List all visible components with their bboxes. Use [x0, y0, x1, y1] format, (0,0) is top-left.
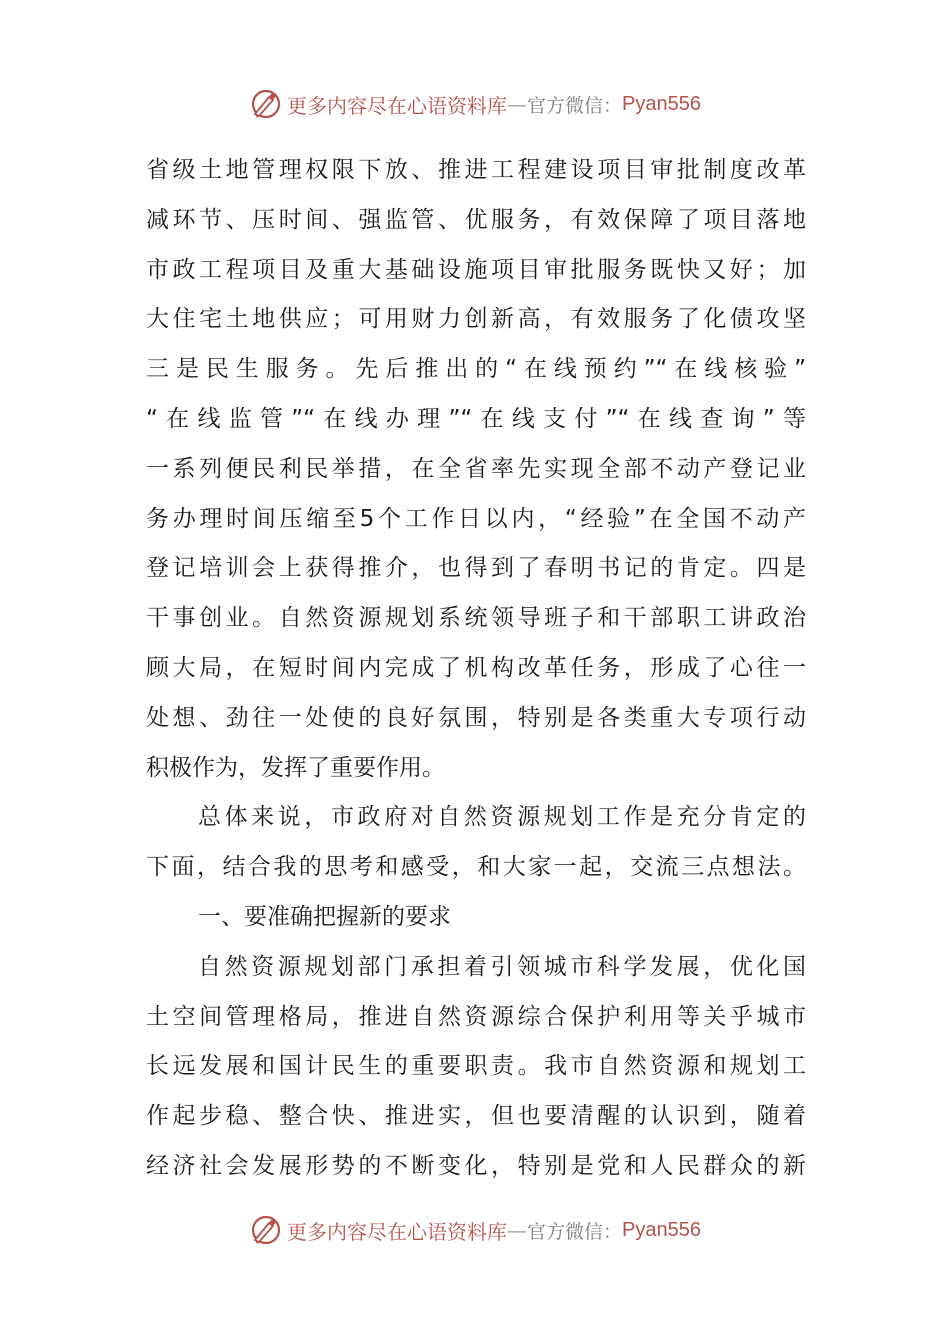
document-body [146, 146, 806, 1192]
text-line: 三是民生服务。先后推出的“在线预约”“在线核验” [146, 356, 806, 383]
watermark-brand: 更多内容尽在心语资料库 [287, 93, 507, 118]
text-line: 省级土地管理权限下放、推进工程建设项目审批制度改革 [146, 157, 806, 183]
text-line: 顾大局，在短时间内完成了机构改革任务，形成了心往一 [146, 654, 806, 681]
watermark-separator: — [507, 1218, 527, 1242]
text-line: 登记培训会上获得推介，也得到了春明书记的肯定。四是 [146, 555, 806, 582]
text-line: 一、要准确把握新的要求 [198, 903, 451, 930]
watermark-wechat-id: Pyan556 [622, 1218, 701, 1241]
text-line: 干事创业。自然资源规划系统领导班子和干部职工讲政治 [146, 605, 806, 632]
text-line: 务办理时间压缩至5个工作日以内，“经验”在全国不动产 [146, 505, 806, 532]
text-line: 土空间管理格局，推进自然资源综合保护利用等关乎城市 [146, 1003, 806, 1030]
header-watermark [0, 84, 950, 124]
text-line: 市政工程项目及重大基础设施项目审批服务既快又好；加 [146, 256, 806, 283]
text-line: 总体来说，市政府对自然资源规划工作是充分肯定的 [198, 804, 806, 831]
text-line: 一系列便民利民举措，在全省率先实现全部不动产登记业 [146, 455, 806, 482]
pen-logo-icon [249, 87, 283, 121]
text-line: 经济社会发展形势的不断变化，特别是党和人民群众的新 [146, 1152, 806, 1179]
text-line: 处想、劲往一处使的良好氛围，特别是各类重大专项行动 [146, 704, 806, 731]
footer-watermark [0, 1210, 950, 1250]
text-line: 积极作为，发挥了重要作用。 [146, 754, 445, 781]
text-line: 自然资源规划部门承担着引领城市科学发展，优化国 [198, 953, 806, 980]
watermark-official-label: 官方微信： [527, 1220, 623, 1243]
pen-logo-icon [249, 1213, 283, 1247]
text-line: 作起步稳、整合快、推进实，但也要清醒的认识到，随着 [146, 1103, 806, 1130]
text-line: 大住宅土地供应；可用财力创新高，有效服务了化债攻坚 [146, 306, 806, 333]
watermark-separator: — [507, 92, 527, 116]
text-line: “在线监管”“在线办理”“在线支付”“在线查询”等 [146, 405, 806, 432]
watermark-wechat-id: Pyan556 [622, 92, 701, 115]
watermark-official-label: 官方微信： [527, 94, 623, 117]
text-line: 下面，结合我的思考和感受，和大家一起，交流三点想法。 [146, 854, 806, 881]
text-line: 长远发展和国计民生的重要职责。我市自然资源和规划工 [146, 1053, 806, 1080]
watermark-brand: 更多内容尽在心语资料库 [287, 1219, 507, 1244]
text-line: 减环节、压时间、强监管、优服务，有效保障了项目落地 [146, 206, 806, 233]
